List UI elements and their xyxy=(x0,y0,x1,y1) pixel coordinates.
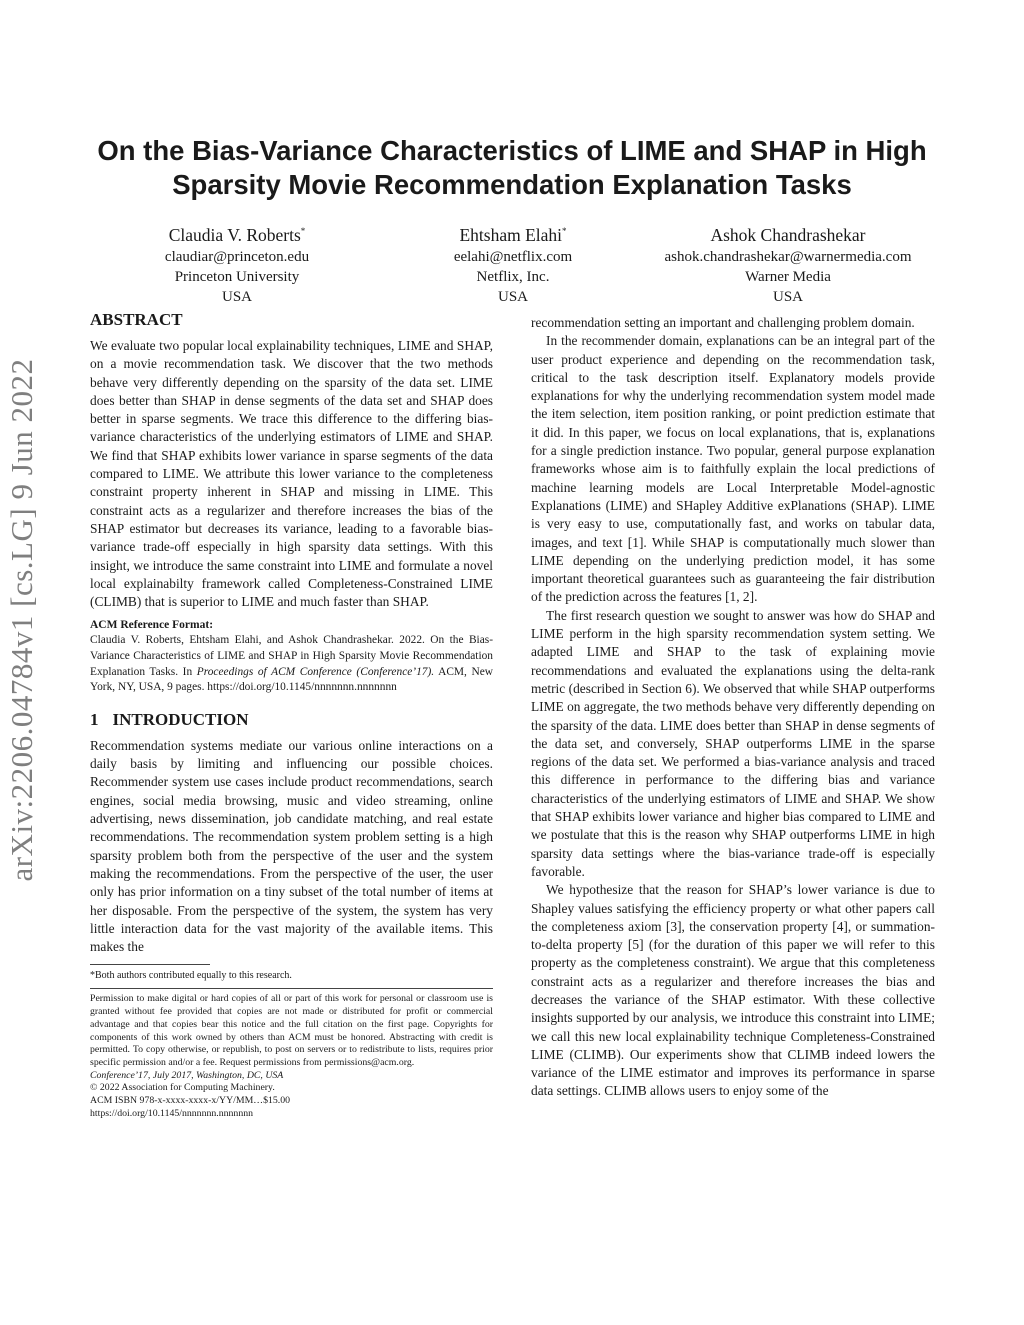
intro-heading xyxy=(90,710,493,730)
permission-rule xyxy=(90,988,493,989)
title-line-1: On the Bias-Variance Characteristics of LIME and SHAP in High xyxy=(97,135,927,166)
author-affiliation: Netflix, Inc. xyxy=(476,268,550,285)
footnote-rule xyxy=(90,964,210,965)
arxiv-stamp-text: arXiv:2206.04784v1 [cs.LG] 9 Jun 2022 xyxy=(4,358,39,882)
acm-reference-venue: Proceedings of ACM Conference (Conference’17). xyxy=(196,665,435,678)
acm-reference xyxy=(90,617,493,695)
left-column xyxy=(90,310,493,1120)
right-column xyxy=(531,314,935,1101)
acm-reference-heading: ACM Reference Format: xyxy=(90,619,214,632)
author-email: eelahi@netflix.com xyxy=(453,248,573,265)
title-line-2: Sparsity Movie Recommendation Explanation Tasks xyxy=(172,169,852,200)
intro-paragraph-3: The first research question we sought to answer was how do SHAP and LIME perform in the high sparsity recommendation system setting. We adapted LIME and SHAP to the task of explaining movie recommendations and evaluated the explanations using the delta-rank metric (described in Section 6). We observed that while SHAP outperforms LIME on aggregate, the two methods behave very differently depending on the sparsity of the data. LIME does better than SHAP in dense segments of the data set, and conversely, SHAP outperforms LIME in the sparse regions of the data set. We performed a bias-variance analysis and traced this difference in performance to the differing bias and variance characteristics of the underlying estimators of LIME and SHAP. We show that SHAP exhibits lower variance and higher bias compared to LIME and we postulate that this is the reason why SHAP outperforms LIME in high sparsity data settings where the bias-variance trade-off is especially favorable. xyxy=(531,607,935,879)
abstract-heading: ABSTRACT xyxy=(90,310,183,329)
author-name: Ehtsham Elahi xyxy=(459,224,563,245)
permission-text: Permission to make digital or hard copies of all or part of this work for personal or classroom use is granted without fee provided that copies are not made or distributed for profit or commercial advantage and that copies bear this notice and the full citation on the first page. Copyrights for components of this work owned by others than ACM must be honored. Abstracting with credit is permitted. To copy otherwise, or republish, to post on servers or to redistribute to lists, requires prior specific permission and/or a fee. Request permissions from permissions@acm.org. xyxy=(90,993,493,1068)
abstract-text: We evaluate two popular local explainability techniques, LIME and SHAP, on a movie recommendation task. We discover that the two methods behave very differently depending on the sparsity of the data set. LIME does better than SHAP in dense segments of the data set and SHAP does better in sparse segments. We trace this difference to the differing bias-variance characteristics of the underlying estimators of LIME and SHAP. We find that SHAP exhibits lower variance in sparse segments of the data compared to LIME. We attribute this lower variance to the completeness constraint property inherent in SHAP and missing in LIME. This constraint acts as a regularizer and therefore increases the bias of the SHAP estimator but decreases its variance, leading to a favorable bias-variance trade-off especially in high sparsity data settings. With this insight, we introduce the same constraint into LIME and formulate a novel local explainabilty framework called Completeness-Constrained LIME (CLIMB) that is superior to LIME and much faster than SHAP. xyxy=(90,338,493,610)
permission-block xyxy=(90,993,493,1120)
author-3 xyxy=(638,220,938,307)
conference-info: Conference’17, July 2017, Washington, DC, USA xyxy=(90,1069,284,1081)
author-email: ashok.chandrashekar@warnermedia.com xyxy=(664,248,912,265)
isbn: ACM ISBN 978-x-xxxx-xxxx-x/YY/MM…$15.00 xyxy=(90,1095,291,1107)
paper-title xyxy=(80,134,944,202)
author-country: USA xyxy=(497,288,528,305)
section-number: 1 xyxy=(90,709,99,729)
footnote: *Both authors contributed equally to this research. xyxy=(90,970,292,982)
author-1 xyxy=(137,220,337,307)
intro-paragraph-1: Recommendation systems mediate our various online interactions on a daily basis by limiting and influencing our possible choices. Recommender system use cases include product recommendations, search engines, social media browsing, music and video streaming, online advertising, news dissemination, job candidate matching, and real estate recommendations. The recommendation system problem setting is a high sparsity problem both from the perspective of the user and the system making the recommendations. From the perspective of the user, the user only has prior information on a tiny subset of the total number of items at her disposable. From the perspective of the system, the system has very little interaction data for the vast majority of the available items. This makes the xyxy=(90,737,493,955)
author-affiliation: Princeton University xyxy=(174,268,300,285)
intro-paragraph-2: In the recommender domain, explanations can be an integral part of the user product experience and depending on the recommendation task, critical to the task description itself. Explanatory models provide explanations for why the underlying recommendation system model made the item selection, item position ranking, or point prediction estimate that it did. In this paper, we focus on local explanations, that is, explanations for a single prediction instance. Two popular, general purpose explanation frameworks whose aim is to faithfully explain the local predictions of machine learning models are Local Interpretable Model-agnostic Explanations (LIME) and SHapley Additive exPlanations (SHAP). LIME is very easy to use, computationally fast, and works on tabular data, images, and text [1]. While SHAP is computationally much slower than LIME depending on the underlying prediction model, it has some important theoretical guarantees such as guaranteeing the fair distribution of the prediction across the features [1, 2]. xyxy=(531,333,935,605)
author-2 xyxy=(413,220,613,307)
doi: https://doi.org/10.1145/nnnnnnn.nnnnnnn xyxy=(90,1107,254,1119)
author-name: Ashok Chandrashekar xyxy=(710,224,866,245)
author-mark: * xyxy=(562,226,567,236)
author-affiliation: Warner Media xyxy=(745,268,831,285)
acm-reference-text: Claudia V. Roberts, Ehtsham Elahi, and Ashok Chandrashekar. 2022. On the Bias-Variance Characteristics of LIME and SHAP in High Sparsity Movie Recommendation Explanation Tasks. In Proceedings of ACM Conference (Conference’17). ACM, New York, NY, USA, 9 pages. https://doi.org/10.1145/nnnnnnn.nnnnnnn xyxy=(90,634,493,694)
author-country: USA xyxy=(221,288,252,305)
intro-paragraph-4: We hypothesize that the reason for SHAP’s lower variance is due to Shapley values satisfying the efficiency property or what other papers call the completeness axiom [3], the conservation property [4], or summation-to-delta property [5] (for the duration of this paper we will refer to this property as the completeness constraint). We argue that this completeness constraint acts as a regularizer and therefore increases the bias and decreases the variance of the SHAP estimator. With these collective insights supported by our analysis, we introduce this constraint into LIME; we call this new local explainability technique Completeness-Constrained LIME (CLIMB). Our experiments show that CLIMB indeed lowers the variance of the LIME estimator and improves its performance in sparse data settings. CLIMB allows users to enjoy some of the xyxy=(531,882,935,1099)
author-mark: * xyxy=(300,226,306,236)
author-email: claudiar@princeton.edu xyxy=(164,248,310,265)
author-country: USA xyxy=(772,288,803,305)
intro-paragraph-1-continued: recommendation setting an important and challenging problem domain. xyxy=(531,315,915,330)
copyright: © 2022 Association for Computing Machinery. xyxy=(90,1082,275,1094)
section-title: INTRODUCTION xyxy=(112,709,249,729)
author-name: Claudia V. Roberts xyxy=(168,224,301,245)
